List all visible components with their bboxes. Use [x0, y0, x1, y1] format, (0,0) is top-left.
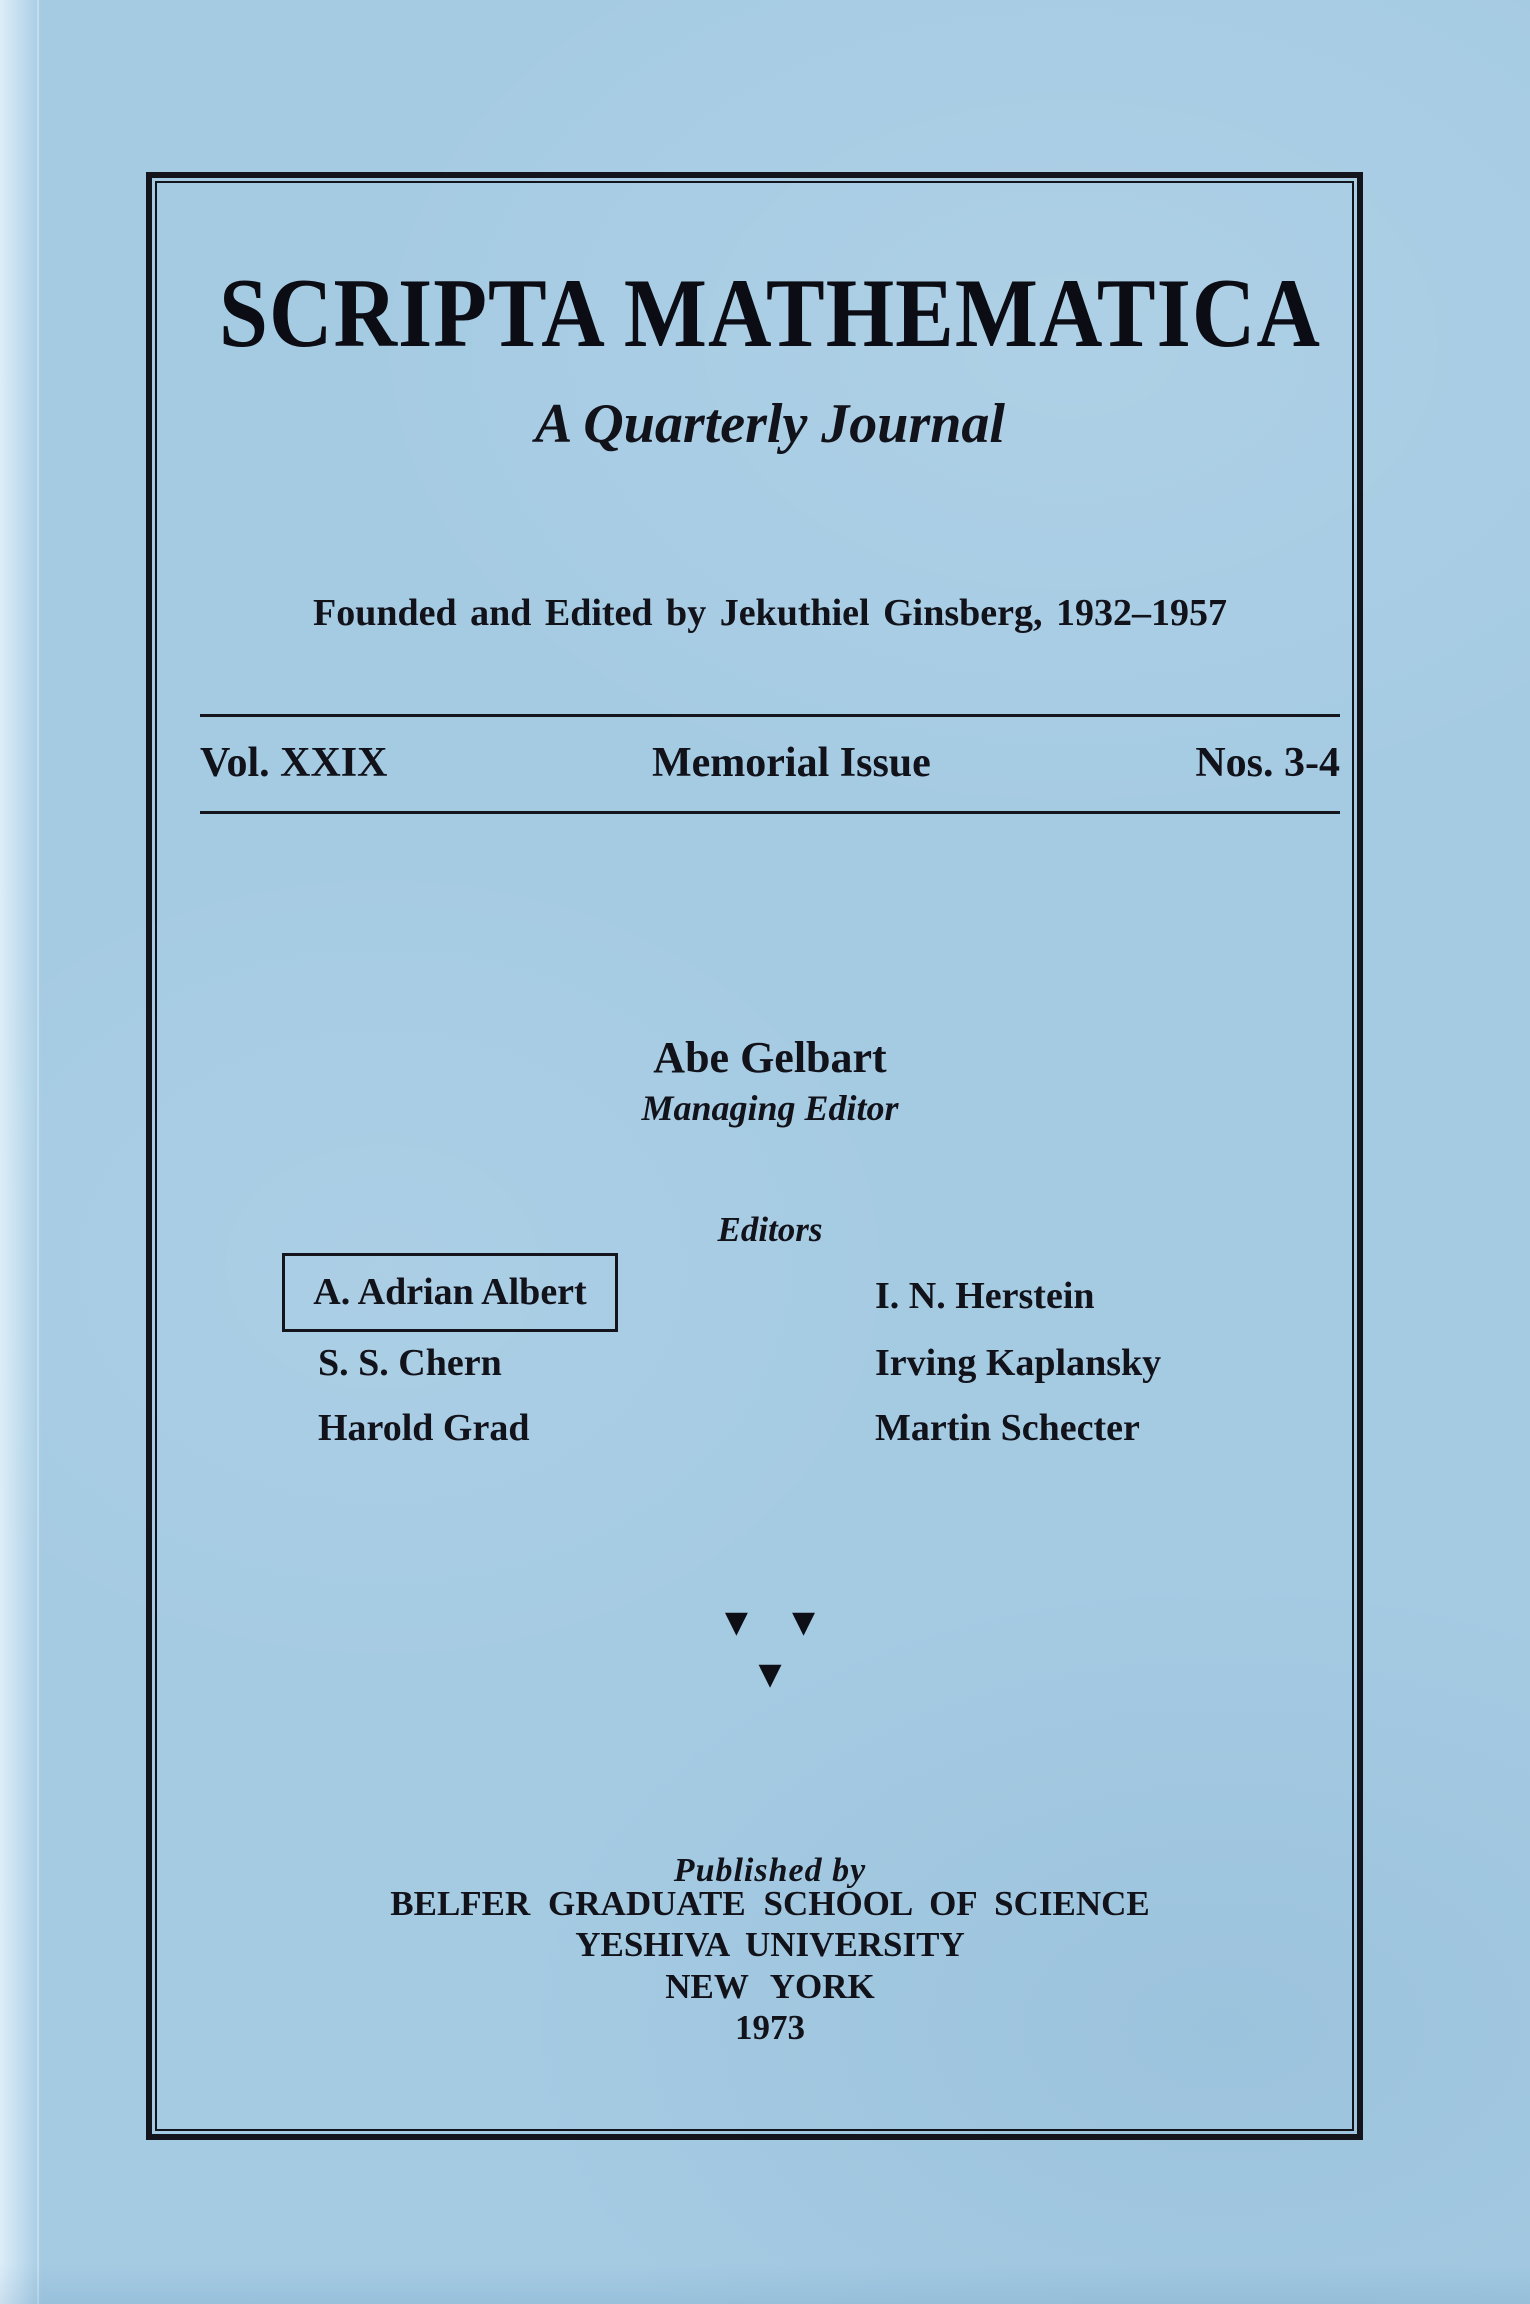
editor-name-chern: S. S. Chern [318, 1342, 502, 1384]
cover-border-frame [146, 172, 1363, 2140]
journal-subtitle: A Quarterly Journal [535, 393, 1005, 455]
divider-bottom [200, 811, 1340, 814]
editor-name-grad: Harold Grad [318, 1407, 530, 1449]
managing-editor-role: Managing Editor [641, 1088, 899, 1128]
editor-name-kaplansky: Irving Kaplansky [875, 1342, 1162, 1384]
university-name: YESHIVA UNIVERSITY [575, 1925, 965, 1964]
editors-heading: Editors [717, 1210, 823, 1249]
triangle-down-icon: ▼ [758, 1657, 782, 1692]
issue-title: Memorial Issue [652, 740, 931, 786]
journal-title: SCRIPTA MATHEMATICA [219, 259, 1321, 369]
founder-line: Founded and Edited by Jekuthiel Ginsberg, 1932–1957 [312, 592, 1227, 634]
volume-label: Vol. XXIX [200, 740, 388, 786]
scan-edge-shadow [0, 2264, 1530, 2304]
issue-bar [200, 740, 1340, 786]
city-name: NEW YORK [665, 1967, 875, 2006]
publication-year: 1973 [735, 2008, 805, 2047]
scan-edge-highlight [0, 0, 42, 2304]
triangle-down-icon: ▼ [724, 1605, 748, 1640]
editor-name-herstein: I. N. Herstein [875, 1275, 1095, 1317]
triangle-down-icon: ▼ [792, 1605, 816, 1640]
publisher-name: BELFER GRADUATE SCHOOL OF SCIENCE [390, 1884, 1150, 1923]
published-by-label: Published by [673, 1852, 867, 1889]
editor-name-albert: A. Adrian Albert [313, 1270, 587, 1313]
divider-top [200, 714, 1340, 717]
issue-numbers: Nos. 3-4 [1195, 740, 1340, 786]
editor-name-schecter: Martin Schecter [875, 1407, 1140, 1449]
paper-crease [37, 0, 39, 2304]
managing-editor-name: Abe Gelbart [653, 1033, 887, 1082]
triangle-ornament-top-row [724, 1605, 816, 1640]
memorial-name-box [282, 1253, 618, 1332]
triangle-ornament [200, 1605, 1340, 1692]
